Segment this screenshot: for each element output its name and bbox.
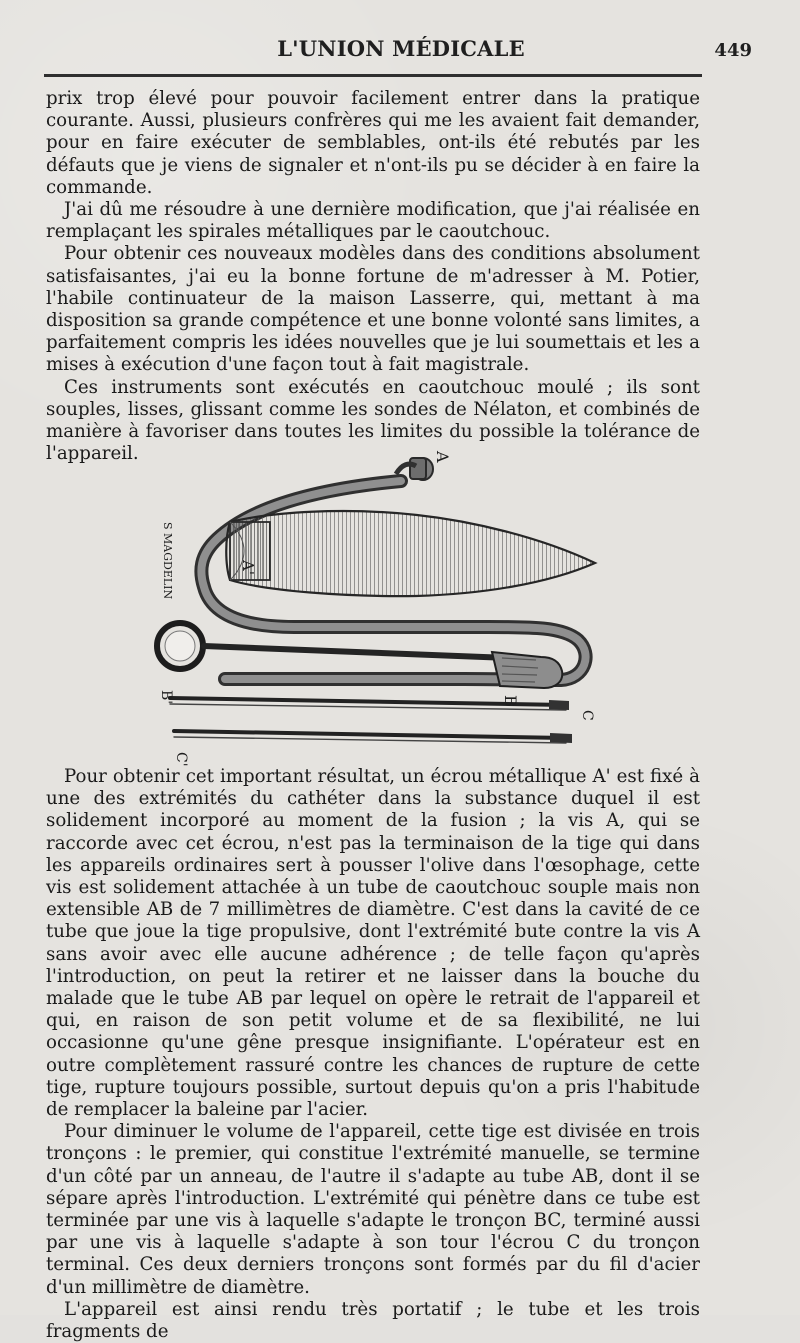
label-a: A bbox=[433, 451, 452, 463]
top-paragraph-2: J'ai dû me résoudre à une dernière modification, que j'ai réalisée en remplaçant les spirales métalliques par le caoutchouc. bbox=[46, 199, 700, 243]
bottom-text-block bbox=[46, 766, 700, 1343]
tube-assembly bbox=[157, 458, 595, 743]
top-text-block bbox=[46, 88, 700, 465]
catheter-illustration bbox=[146, 434, 618, 767]
running-header bbox=[44, 36, 758, 70]
top-paragraph-1: prix trop élevé pour pouvoir facilement entrer dans la pratique courante. Aussi, plusieurs confrères qui me les avaient fait demander, pour en faire exécuter de semblables, ont-ils été rebutés par les défauts que je viens de signaler et n'ont-ils pu se décider à en faire la commande. bbox=[46, 88, 700, 198]
page-number: 449 bbox=[714, 40, 752, 61]
journal-title: L'UNION MÉDICALE bbox=[277, 36, 525, 61]
header-rule bbox=[44, 74, 702, 77]
top-paragraph-3: Pour obtenir ces nouveaux modèles dans des conditions absolument satisfaisantes, j'ai eu la bonne fortune de m'adresser à M. Potier, l'habile continuateur de la maison Lasserre, qui, mettant à ma disposition sa grande compétence et une bonne volonté sans limites, a parfaitement compris les idées nouvelles que je lui soumettais et les a mises à exécution d'une façon tout à fait magistrale. bbox=[46, 243, 700, 376]
top-paragraph-4: Ces instruments sont exécutés en caoutchouc moulé ; ils sont souples, lisses, glissant comme les sondes de Nélaton, et combinés de manière à favoriser dans toutes les limites du possible la tolérance de l'appareil. bbox=[46, 376, 700, 465]
bottom-paragraph-1: Pour obtenir cet important résultat, un écrou métallique A' est fixé à une des extrémités du cathéter dans la substance duquel il est solidement incorporé au moment de la fusion ; la vis A, qui se raccorde avec cet écrou, n'est pas la terminaison de la tige qui dans les appareils ordinaires sert à pousser l'olive dans l'œsophage, cette vis est solidement attachée à un tube de caoutchouc souple mais non extensible AB de 7 millimètres de diamètre. C'est dans la cavité de ce tube que joue la tige propulsive, dont l'extrémité bute contre la vis A sans avoir avec elle aucune adhérence ; de telle façon qu'après l'introduction, on peut la retirer et ne laisser dans la bouche du malade que le tube AB par lequel on opère le retrait de l'appareil et qui, en raison de son petit volume et de sa flexibilité, ne lui occasionne qu'une gêne presque insignifiante. L'opérateur est en outre complètement rassuré contre les chances de rupture de cette tige, rupture toujours possible, surtout depuis qu'on a pris l'habitude de remplacer la baleine par l'acier. bbox=[46, 766, 700, 1121]
bottom-paragraph-2: Pour diminuer le volume de l'appareil, cette tige est divisée en trois tronçons : le premier, qui constitue l'extrémité manuelle, se termine d'un côté par un anneau, de l'autre il s'adapte au tube AB, dont il se sépare après l'introduction. L'extrémité qui pénètre dans ce tube est terminée par une vis à laquelle s'adapte le tronçon BC, terminé aussi par une vis à laquelle s'adapte à son tour l'écrou C du tronçon terminal. Ces deux derniers tronçons sont formés par du fil d'acier d'un millimètre de diamètre. bbox=[46, 1121, 700, 1298]
label-maker: S MAGDELIN bbox=[161, 522, 174, 600]
label-b: B bbox=[501, 695, 520, 707]
label-c-prime: C' bbox=[173, 752, 189, 767]
instrument-figure bbox=[146, 434, 618, 767]
label-c: C bbox=[579, 710, 595, 721]
bottom-paragraph-3: L'appareil est ainsi rendu très portatif ; le tube et les trois fragments de bbox=[46, 1298, 700, 1343]
label-b-prime: B' bbox=[158, 690, 174, 705]
label-a-prime: A' bbox=[239, 560, 257, 575]
